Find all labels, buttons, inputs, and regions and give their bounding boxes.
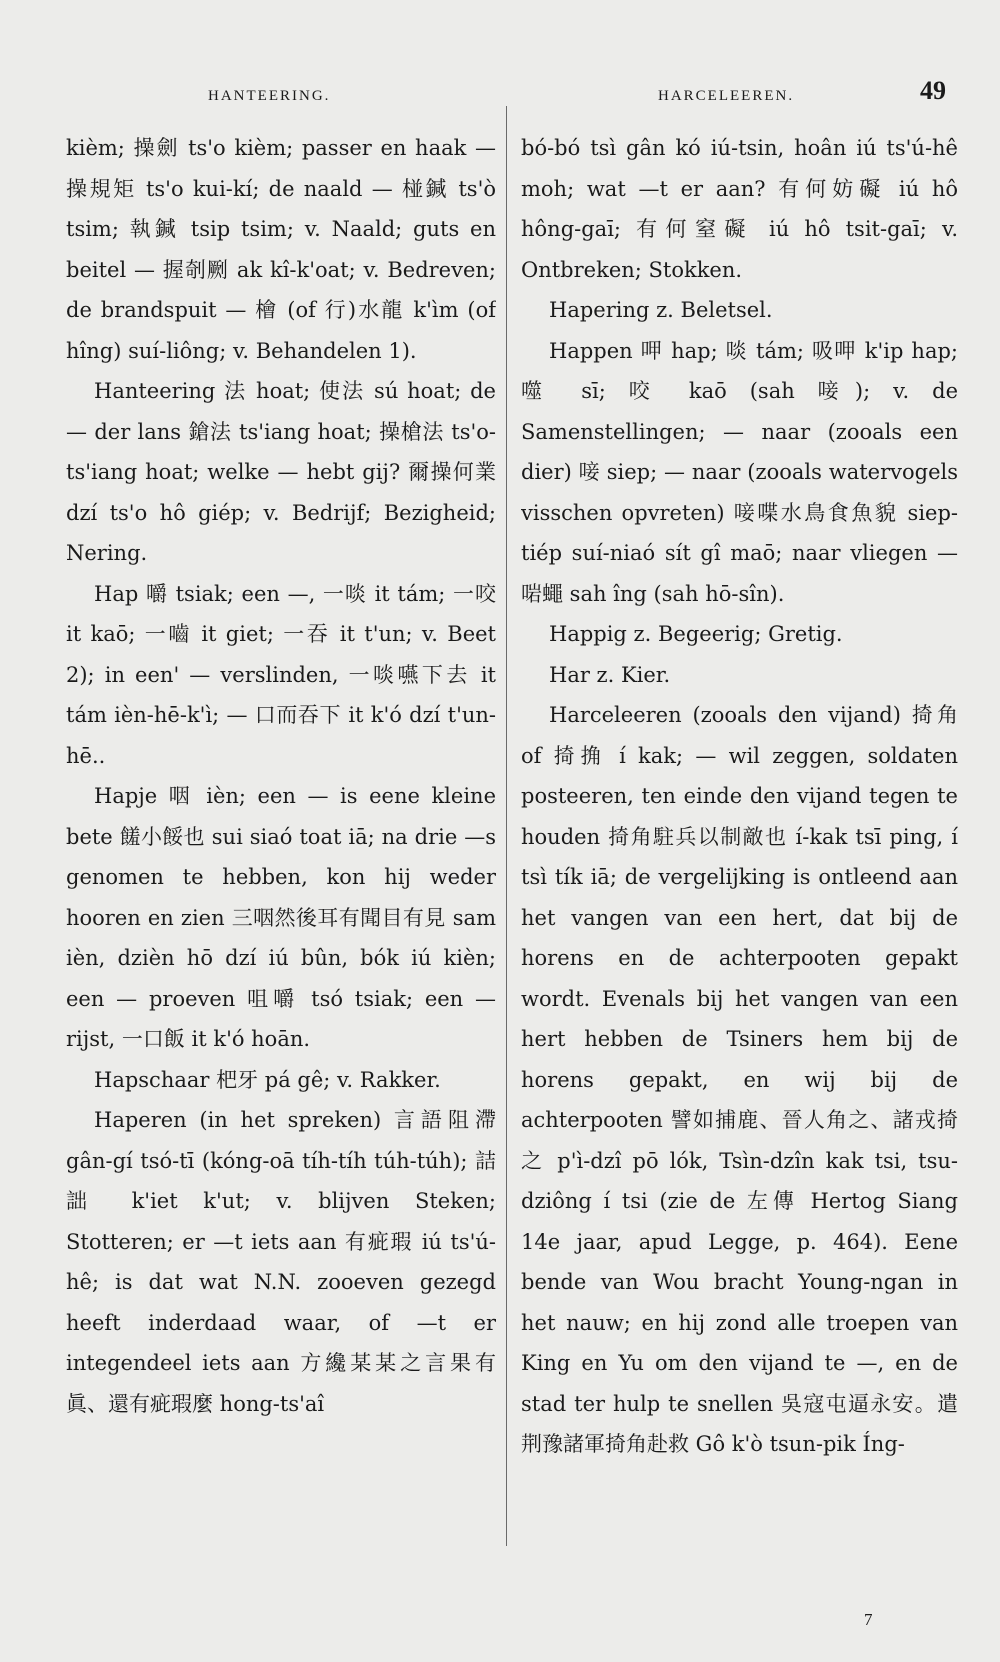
entry-hapering: Hapering z. Beletsel.	[549, 298, 773, 322]
entry-continuation: kièm; 操劍 ts'o kièm; passer en haak — 操規矩 ts'o kui-kí; de naald — 椪鍼 ts'ò tsim; 執鍼 tsip tsim; v. Naald; guts en beitel — 握剞劂 ak kî-k'oat; v. Bedreven; de brandspuit — 檜 (of 行)水龍 k'ìm (of hîng) suí-liông; v. Behandelen 1).	[66, 136, 496, 363]
running-head-left: HANTEERING.	[208, 88, 331, 104]
entry-har: Har z. Kier.	[549, 662, 671, 687]
page-number: 49	[920, 76, 946, 105]
left-column	[66, 128, 496, 1424]
entry-hapje: Hapje 咽 ièn; een — is eene kleine bete 饈小餒也 sui siaó toat iā; na drie —s genomen te hebben, kon hij weder hooren en zien 三咽然後耳有聞目有見 sam ièn, dzièn hō dzí iú bûn, bók iú kièn; een — proeven 咀嚼 tsó tsiak; een — rijst, 一口飯 it k'ó hoān.	[66, 784, 496, 1051]
entry-hapschaar: Hapschaar 杷牙 pá gê; v. Rakker.	[94, 1067, 441, 1092]
column-divider	[506, 106, 507, 1546]
entry-happig: Happig z. Begeerig; Gretig.	[549, 622, 843, 646]
entry-haperen: Haperen (in het spreken) 言語阻滯 gân-gí tsó-tī (kóng-oā tíh-tíh túh-túh); 詰詘 k'iet k'ut; v. blijven Steken; Stotteren; er —t iets aan 有疵瑕 iú ts'ú-hê; is dat wat N.N. zooeven gezegd heeft inderdaad waar, of —t er integendeel iets aan 方纔某某之言果有眞、還有疵瑕麼 hong-ts'aî	[66, 1108, 496, 1416]
signature-mark: 7	[864, 1610, 873, 1629]
entry-harceleeren: Harceleeren (zooals den vijand) 掎角 of 掎捔 í kak; — wil zeggen, soldaten posteeren, ten einde den vijand tegen te houden 掎角駐兵以制敵也 í-kak tsī ping, í tsì tík iā; de vergelijking is ontleend aan het vangen van een hert, dat bij de horens en de achterpooten gepakt wordt. Evenals bij het vangen van een hert hebben de Tsiners hem bij de horens gepakt, en wij bij de achterpooten 譬如捕鹿、晉人角之、諸戎掎之 p'ì-dzî pō lók, Tsìn-dzîn kak tsi, tsu-dziông í tsi (zie de 左傳 Hertog Siang 14e jaar, apud Legge, p. 464). Eene bende van Wou bracht Young-ngan in het nauw; en hij zond alle troepen van King en Yu om den vijand te —, en de stad ter hulp te snellen 吳寇屯逼永安。遣荆豫諸軍掎角赴救 Gô k'ò tsun-pik Íng-	[521, 703, 958, 1456]
entry-hanteering: Hanteering 法 hoat; 使法 sú hoat; de — der lans 鎗法 ts'iang hoat; 操槍法 ts'o-ts'iang hoat; welke — hebt gij? 爾操何業 dzí ts'o hô giép; v. Bedrijf; Bezigheid; Nering.	[66, 379, 496, 565]
right-column	[521, 128, 958, 1465]
entry-hap: Hap 嚼 tsiak; een —, 一啖 it tám; 一咬 it kaō; 一嚙 it giet; 一吞 it t'un; v. Beet 2); in een' — verslinden, 一啖嚥下去 it tám ièn-hē-k'ì; — 口而吞下 it k'ó dzí t'un-hē..	[66, 581, 496, 768]
running-head-right: HARCELEEREN.	[658, 88, 795, 104]
entry-happen: Happen 呷 hap; 啖 tám; 吸呷 k'ip hap; 噬 sī; 咬 kaō (sah 唼); v. de Samenstellingen; — naar (zooals een dier) 唼 siep; — naar (zooals watervogels visschen opvreten) 唼喋水鳥食魚貌 siep-tiép suí-niaó sít gî maō; naar vliegen — 啱蠅 sah îng (sah hō-sîn).	[521, 338, 958, 606]
entry-continuation: bó-bó tsì gân kó iú-tsin, hoân iú ts'ú-hê moh; wat —t er aan? 有何妨礙 iú hô hông-gaī; 有何窒礙 iú hô tsit-gaī; v. Ontbreken; Stokken.	[521, 136, 958, 282]
